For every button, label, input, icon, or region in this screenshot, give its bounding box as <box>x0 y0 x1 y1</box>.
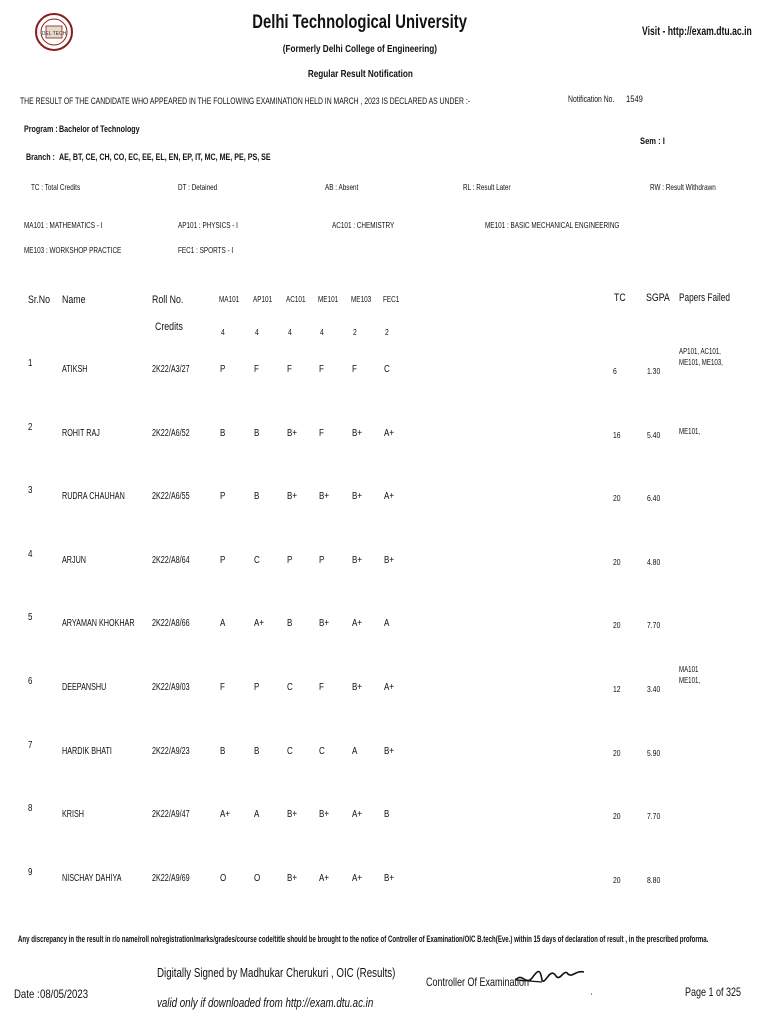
row-grade: F <box>319 682 324 693</box>
row-tc: 12 <box>613 684 621 694</box>
row-grade: A+ <box>384 428 395 439</box>
declaration-text: THE RESULT OF THE CANDIDATE WHO APPEARED IN THE FOLLOWING EXAMINATION HELD IN MARCH , 2023 IS DECLARED AS UNDER :- <box>20 96 471 107</box>
row-tc: 6 <box>613 366 617 376</box>
row-grade: A+ <box>352 618 363 629</box>
row-roll-no: 2K22/A9/47 <box>152 809 190 820</box>
row-grade: P <box>220 491 226 502</box>
legend-rl: RL : Result Later <box>463 182 511 192</box>
col-header-roll: Roll No. <box>152 294 184 306</box>
row-tc: 20 <box>613 811 621 821</box>
subject-code-header-cell: FEC1 <box>383 294 400 304</box>
row-srno: 5 <box>28 612 33 623</box>
row-name: HARDIK BHATI <box>62 746 112 757</box>
row-grade: B <box>220 746 226 757</box>
row-srno: 7 <box>28 740 33 751</box>
subject-credit-cell: 2 <box>385 327 389 337</box>
row-grade: B+ <box>319 491 330 502</box>
row-grade: C <box>254 555 260 566</box>
branch-value: AE, BT, CE, CH, CO, EC, EE, EL, EN, EP, IT, MC, ME, PE, PS, SE <box>59 152 271 163</box>
row-papers-failed: ME101, <box>679 426 701 436</box>
row-grade: B+ <box>287 428 298 439</box>
subject-credit-cell: 4 <box>255 327 259 337</box>
program-label: Program : <box>24 124 58 135</box>
row-grade: A+ <box>352 809 363 820</box>
row-grade: P <box>220 555 226 566</box>
row-sgpa: 1.30 <box>647 366 661 376</box>
row-grade: B <box>220 428 226 439</box>
subject-ma101: MA101 : MATHEMATICS - I <box>24 220 103 230</box>
row-grade: B+ <box>287 873 298 884</box>
row-grade: F <box>319 364 324 375</box>
semester-label: Sem : I <box>640 136 665 147</box>
row-sgpa: 5.90 <box>647 748 661 758</box>
branch-label: Branch : <box>26 152 55 163</box>
row-grade: A <box>220 618 226 629</box>
subject-me101: ME101 : BASIC MECHANICAL ENGINEERING <box>485 220 620 230</box>
col-header-tc: TC <box>614 292 626 304</box>
subject-code-header-cell: AP101 <box>253 294 273 304</box>
row-roll-no: 2K22/A8/64 <box>152 555 190 566</box>
row-grade: O <box>220 873 227 884</box>
row-tc: 20 <box>613 875 621 885</box>
date-label: Date : <box>14 987 40 1001</box>
subject-code-header-cell: AC101 <box>286 294 306 304</box>
row-grade: C <box>287 682 293 693</box>
row-papers-failed: MA101 <box>679 664 699 674</box>
row-grade: C <box>384 364 390 375</box>
row-roll-no: 2K22/A8/66 <box>152 618 190 629</box>
legend-rw: RW : Result Withdrawn <box>650 182 716 192</box>
row-sgpa: 7.70 <box>647 811 661 821</box>
row-grade: O <box>254 873 261 884</box>
col-header-sgpa: SGPA <box>646 292 670 304</box>
program-value: Bachelor of Technology <box>59 124 140 135</box>
row-grade: P <box>319 555 325 566</box>
university-title: Delhi Technological University <box>252 12 468 33</box>
row-papers-failed: ME101, <box>679 675 701 685</box>
row-roll-no: 2K22/A3/27 <box>152 364 190 375</box>
row-grade: B+ <box>352 682 363 693</box>
row-tc: 16 <box>613 430 621 440</box>
row-name: KRISH <box>62 809 85 820</box>
col-header-srno: Sr.No <box>28 294 51 306</box>
row-roll-no: 2K22/A9/23 <box>152 746 190 757</box>
row-grade: B <box>254 428 260 439</box>
row-grade: B+ <box>287 491 298 502</box>
row-grade: F <box>319 428 324 439</box>
row-roll-no: 2K22/A9/03 <box>152 682 190 693</box>
row-sgpa: 5.40 <box>647 430 661 440</box>
row-grade: B <box>254 746 260 757</box>
col-header-name: Name <box>62 294 86 306</box>
row-sgpa: 8.80 <box>647 875 661 885</box>
row-grade: B+ <box>352 491 363 502</box>
controller-label: Controller Of Examination <box>426 975 530 989</box>
subject-code-header-cell: ME103 <box>351 294 372 304</box>
row-grade: F <box>287 364 292 375</box>
legend-tc: TC : Total Credits <box>31 182 81 192</box>
row-grade: B+ <box>352 555 363 566</box>
valid-only-text: valid only if downloaded from http://exam.dtu.ac.in <box>157 995 374 1010</box>
row-grade: P <box>287 555 293 566</box>
subject-credit-cell: 4 <box>288 327 292 337</box>
row-name: RUDRA CHAUHAN <box>62 491 125 502</box>
row-grade: B <box>254 491 260 502</box>
subject-credit-cell: 4 <box>221 327 225 337</box>
row-srno: 4 <box>28 549 33 560</box>
row-tc: 20 <box>613 748 621 758</box>
row-grade: A+ <box>254 618 265 629</box>
row-sgpa: 7.70 <box>647 620 661 630</box>
row-sgpa: 6.40 <box>647 493 661 503</box>
row-srno: 1 <box>28 358 33 369</box>
formerly-text: (Formerly Delhi College of Engineering) <box>282 43 438 55</box>
row-tc: 20 <box>613 620 621 630</box>
row-grade: B+ <box>319 809 330 820</box>
row-grade: C <box>319 746 325 757</box>
row-grade: B+ <box>384 555 395 566</box>
subject-code-header-cell: ME101 <box>318 294 339 304</box>
row-grade: A+ <box>319 873 330 884</box>
subject-credit-cell: 4 <box>320 327 324 337</box>
row-tc: 20 <box>613 557 621 567</box>
date-value: 08/05/2023 <box>40 987 89 1001</box>
row-grade: B+ <box>384 873 395 884</box>
row-grade: F <box>352 364 357 375</box>
subject-credit-cell: 2 <box>353 327 357 337</box>
row-grade: B <box>384 809 390 820</box>
col-header-credits: Credits <box>155 321 183 333</box>
row-sgpa: 3.40 <box>647 684 661 694</box>
controller-signature-icon <box>512 958 592 998</box>
row-roll-no: 2K22/A6/52 <box>152 428 190 439</box>
subject-ap101: AP101 : PHYSICS - I <box>178 220 238 230</box>
row-grade: A+ <box>352 873 363 884</box>
row-grade: A <box>352 746 358 757</box>
row-sgpa: 4.80 <box>647 557 661 567</box>
notification-number: 1549 <box>626 94 643 105</box>
row-grade: A+ <box>384 491 395 502</box>
row-grade: B+ <box>319 618 330 629</box>
visit-link[interactable]: Visit - http://exam.dtu.ac.in <box>642 24 752 38</box>
row-grade: A <box>384 618 390 629</box>
row-grade: F <box>220 682 225 693</box>
row-grade: P <box>220 364 226 375</box>
row-name: ARYAMAN KHOKHAR <box>62 618 135 629</box>
page-number: Page 1 of 325 <box>685 985 742 999</box>
row-grade: A+ <box>384 682 395 693</box>
digital-signature-text: Digitally Signed by Madhukar Cherukuri , OIC (Results) <box>157 965 396 980</box>
row-grade: B <box>287 618 293 629</box>
subject-ac101: AC101 : CHEMISTRY <box>332 220 395 230</box>
row-grade: A <box>254 809 260 820</box>
row-grade: C <box>287 746 293 757</box>
row-srno: 2 <box>28 422 33 433</box>
row-name: ARJUN <box>62 555 87 566</box>
row-name: ROHIT RAJ <box>62 428 100 439</box>
row-grade: F <box>254 364 259 375</box>
logo-text: DEL TECH <box>41 31 67 37</box>
row-grade: B+ <box>384 746 395 757</box>
row-srno: 3 <box>28 485 33 496</box>
row-grade: A+ <box>220 809 231 820</box>
row-roll-no: 2K22/A6/55 <box>152 491 190 502</box>
legend-ab: AB : Absent <box>325 182 359 192</box>
row-tc: 20 <box>613 493 621 503</box>
row-srno: 6 <box>28 676 33 687</box>
row-papers-failed: AP101, AC101, <box>679 346 721 356</box>
row-grade: B+ <box>352 428 363 439</box>
row-papers-failed: ME101, ME103, <box>679 357 723 367</box>
subject-me103: ME103 : WORKSHOP PRACTICE <box>24 245 122 255</box>
subject-fec1: FEC1 : SPORTS - I <box>178 245 234 255</box>
notice-type: Regular Result Notification <box>307 68 413 80</box>
row-srno: 9 <box>28 867 33 878</box>
col-header-papers-failed: Papers Failed <box>679 292 730 304</box>
row-grade: P <box>254 682 260 693</box>
row-roll-no: 2K22/A9/69 <box>152 873 190 884</box>
row-srno: 8 <box>28 803 33 814</box>
notification-label: Notification No. <box>568 94 615 105</box>
row-name: NISCHAY DAHIYA <box>62 873 122 884</box>
discrepancy-note: Any discrepancy in the result in r/o name/roll no/registration/marks/grades/course code/title should be brought to the notice of Controller of Examination/OIC B.tech(Eve.) within 15 days of declaration of result , in the prescribed proforma. <box>18 934 709 944</box>
legend-dt: DT : Detained <box>178 182 218 192</box>
subject-code-header-cell: MA101 <box>219 294 240 304</box>
row-name: DEEPANSHU <box>62 682 107 693</box>
row-name: ATIKSH <box>62 364 88 375</box>
row-grade: B+ <box>287 809 298 820</box>
